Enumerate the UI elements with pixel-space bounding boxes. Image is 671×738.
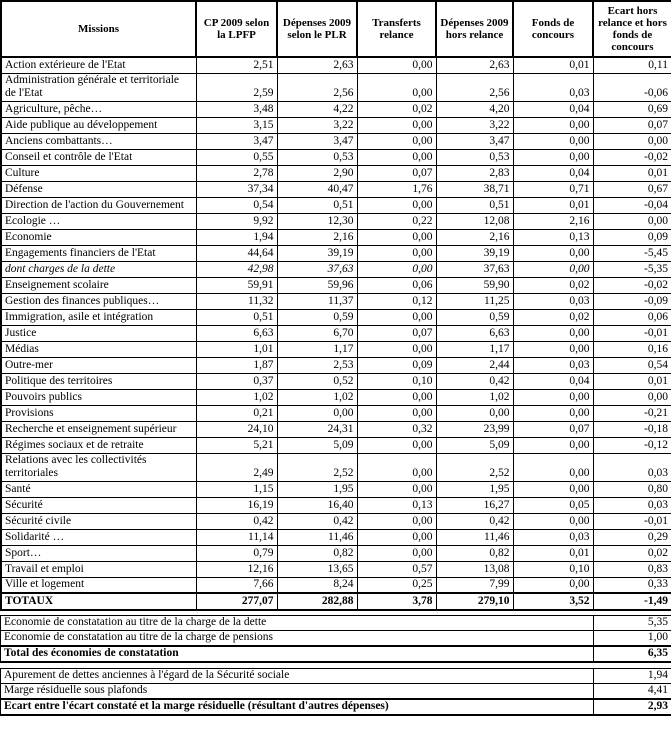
value-cell: 3,47 xyxy=(436,133,513,149)
value-cell: 11,14 xyxy=(196,529,277,545)
mission-cell: Défense xyxy=(1,181,196,197)
summary-table-final xyxy=(0,668,671,716)
value-cell: 0,00 xyxy=(357,389,436,405)
value-cell: 0,07 xyxy=(513,421,593,437)
summary-total-row xyxy=(1,646,671,662)
table-row xyxy=(1,405,671,421)
mission-cell: Action extérieure de l'Etat xyxy=(1,57,196,73)
summary-value: 2,93 xyxy=(594,699,671,715)
value-cell: 7,99 xyxy=(436,577,513,593)
value-cell: 0,00 xyxy=(357,73,436,101)
value-cell: 1,17 xyxy=(436,341,513,357)
value-cell: 59,90 xyxy=(436,277,513,293)
value-cell: 8,24 xyxy=(277,577,357,593)
value-cell: 0,00 xyxy=(357,545,436,561)
value-cell: 7,66 xyxy=(196,577,277,593)
mission-cell: Outre-mer xyxy=(1,357,196,373)
value-cell: 0,29 xyxy=(593,529,671,545)
value-cell: 11,32 xyxy=(196,293,277,309)
column-header-transferts-relance: Transferts relance xyxy=(357,1,436,57)
value-cell: 13,65 xyxy=(277,561,357,577)
value-cell: 2,83 xyxy=(436,165,513,181)
value-cell: -0,12 xyxy=(593,437,671,453)
value-cell: 0,10 xyxy=(513,561,593,577)
value-cell: 5,21 xyxy=(196,437,277,453)
mission-cell: Relations avec les collectivités territoriales xyxy=(1,453,196,481)
mission-cell: dont charges de la dette xyxy=(1,261,196,277)
value-cell: 0,01 xyxy=(513,197,593,213)
mission-cell: Médias xyxy=(1,341,196,357)
mission-cell: Recherche et enseignement supérieur xyxy=(1,421,196,437)
value-cell: 0,00 xyxy=(357,309,436,325)
mission-cell: Direction de l'action du Gouvernement xyxy=(1,197,196,213)
value-cell: 11,46 xyxy=(277,529,357,545)
value-cell: 2,49 xyxy=(196,453,277,481)
table-row xyxy=(1,229,671,245)
mission-cell: Culture xyxy=(1,165,196,181)
value-cell: 0,02 xyxy=(513,277,593,293)
value-cell: -0,04 xyxy=(593,197,671,213)
summary-row xyxy=(1,684,671,700)
table-row xyxy=(1,293,671,309)
value-cell: 0,51 xyxy=(277,197,357,213)
value-cell: 0,00 xyxy=(513,133,593,149)
summary-row xyxy=(1,631,671,647)
mission-cell: Travail et emploi xyxy=(1,561,196,577)
summary-row xyxy=(1,616,671,631)
value-cell: 0,10 xyxy=(357,373,436,389)
value-cell: 1,87 xyxy=(196,357,277,373)
value-cell: 0,79 xyxy=(196,545,277,561)
value-cell: 0,13 xyxy=(357,497,436,513)
value-cell: 0,00 xyxy=(513,513,593,529)
value-cell: 37,63 xyxy=(277,261,357,277)
mission-cell: Engagements financiers de l'Etat xyxy=(1,245,196,261)
value-cell: 0,52 xyxy=(277,373,357,389)
value-cell: 6,70 xyxy=(277,325,357,341)
mission-cell: Solidarité … xyxy=(1,529,196,545)
mission-cell: Aide publique au développement xyxy=(1,117,196,133)
value-cell: 24,10 xyxy=(196,421,277,437)
table-row xyxy=(1,149,671,165)
mission-cell: Sécurité civile xyxy=(1,513,196,529)
value-cell: 0,00 xyxy=(357,261,436,277)
summary-label: Economie de constatation au titre de la charge de pensions xyxy=(1,631,594,647)
value-cell: 0,00 xyxy=(357,437,436,453)
value-cell: 1,76 xyxy=(357,181,436,197)
value-cell: 0,00 xyxy=(357,245,436,261)
value-cell: 39,19 xyxy=(277,245,357,261)
table-row xyxy=(1,261,671,277)
value-cell: 0,02 xyxy=(513,309,593,325)
table-row xyxy=(1,133,671,149)
value-cell: 42,98 xyxy=(196,261,277,277)
value-cell: 0,00 xyxy=(357,529,436,545)
summary-value: 5,35 xyxy=(594,616,671,631)
value-cell: -0,02 xyxy=(593,149,671,165)
value-cell: 0,00 xyxy=(357,117,436,133)
value-cell: 0,42 xyxy=(436,373,513,389)
value-cell: 3,22 xyxy=(277,117,357,133)
value-cell: 1,02 xyxy=(196,389,277,405)
table-row xyxy=(1,277,671,293)
mission-cell: Sport… xyxy=(1,545,196,561)
value-cell: -5,35 xyxy=(593,261,671,277)
value-cell: 0,00 xyxy=(357,341,436,357)
value-cell: 0,00 xyxy=(513,149,593,165)
value-cell: 2,52 xyxy=(436,453,513,481)
table-row xyxy=(1,197,671,213)
value-cell: 0,12 xyxy=(357,293,436,309)
value-cell: -1,49 xyxy=(593,593,671,610)
value-cell: 0,42 xyxy=(196,513,277,529)
value-cell: 0,00 xyxy=(513,325,593,341)
value-cell: 2,56 xyxy=(436,73,513,101)
summary-table-economies xyxy=(0,615,671,663)
value-cell: 23,99 xyxy=(436,421,513,437)
value-cell: -0,09 xyxy=(593,293,671,309)
value-cell: 2,56 xyxy=(277,73,357,101)
value-cell: -0,01 xyxy=(593,325,671,341)
value-cell: 0,55 xyxy=(196,149,277,165)
value-cell: 0,03 xyxy=(513,293,593,309)
value-cell: 11,46 xyxy=(436,529,513,545)
value-cell: 0,11 xyxy=(593,57,671,73)
value-cell: 0,21 xyxy=(196,405,277,421)
value-cell: -0,01 xyxy=(593,513,671,529)
table-row xyxy=(1,497,671,513)
value-cell: 0,59 xyxy=(436,309,513,325)
value-cell: 0,00 xyxy=(593,133,671,149)
value-cell: 0,37 xyxy=(196,373,277,389)
table-row xyxy=(1,593,671,610)
value-cell: 0,07 xyxy=(357,325,436,341)
table-row xyxy=(1,513,671,529)
table-row xyxy=(1,57,671,73)
table-row xyxy=(1,325,671,341)
value-cell: 0,67 xyxy=(593,181,671,197)
value-cell: 1,02 xyxy=(436,389,513,405)
table-row xyxy=(1,73,671,101)
value-cell: 0,04 xyxy=(513,373,593,389)
value-cell: 1,02 xyxy=(277,389,357,405)
value-cell: 24,31 xyxy=(277,421,357,437)
value-cell: 0,59 xyxy=(277,309,357,325)
summary-label: Ecart entre l'écart constaté et la marge résiduelle (résultant d'autres dépenses) xyxy=(1,699,594,715)
value-cell: 1,17 xyxy=(277,341,357,357)
value-cell: 11,25 xyxy=(436,293,513,309)
value-cell: 2,90 xyxy=(277,165,357,181)
summary-value: 1,94 xyxy=(594,669,671,684)
mission-cell: Administration générale et territoriale de l'Etat xyxy=(1,73,196,101)
value-cell: 0,06 xyxy=(593,309,671,325)
value-cell: 0,02 xyxy=(357,101,436,117)
mission-cell: Politique des territoires xyxy=(1,373,196,389)
value-cell: 0,82 xyxy=(436,545,513,561)
value-cell: 37,63 xyxy=(436,261,513,277)
value-cell: 0,00 xyxy=(357,133,436,149)
value-cell: 0,13 xyxy=(513,229,593,245)
value-cell: 40,47 xyxy=(277,181,357,197)
value-cell: 3,15 xyxy=(196,117,277,133)
value-cell: 0,04 xyxy=(513,101,593,117)
mission-cell: Ville et logement xyxy=(1,577,196,593)
value-cell: 0,00 xyxy=(357,513,436,529)
value-cell: 12,16 xyxy=(196,561,277,577)
value-cell: 0,16 xyxy=(593,341,671,357)
value-cell: -0,18 xyxy=(593,421,671,437)
value-cell: 0,00 xyxy=(513,577,593,593)
value-cell: -0,06 xyxy=(593,73,671,101)
table-row xyxy=(1,561,671,577)
value-cell: 2,63 xyxy=(436,57,513,73)
value-cell: 2,16 xyxy=(513,213,593,229)
value-cell: 3,48 xyxy=(196,101,277,117)
value-cell: 0,83 xyxy=(593,561,671,577)
table-row xyxy=(1,529,671,545)
value-cell: 0,00 xyxy=(513,341,593,357)
value-cell: 0,01 xyxy=(593,373,671,389)
value-cell: 3,78 xyxy=(357,593,436,610)
value-cell: 0,07 xyxy=(357,165,436,181)
summary-row xyxy=(1,669,671,684)
value-cell: 2,44 xyxy=(436,357,513,373)
value-cell: 0,00 xyxy=(277,405,357,421)
table-row xyxy=(1,545,671,561)
mission-cell: Sécurité xyxy=(1,497,196,513)
value-cell: 0,00 xyxy=(513,117,593,133)
value-cell: 0,53 xyxy=(436,149,513,165)
value-cell: 0,53 xyxy=(277,149,357,165)
value-cell: 0,00 xyxy=(357,481,436,497)
value-cell: 0,05 xyxy=(513,497,593,513)
value-cell: 277,07 xyxy=(196,593,277,610)
value-cell: 2,16 xyxy=(277,229,357,245)
column-header-fonds-de-concours: Fonds de concours xyxy=(513,1,593,57)
value-cell: 0,00 xyxy=(593,213,671,229)
value-cell: 1,95 xyxy=(277,481,357,497)
value-cell: 0,22 xyxy=(357,213,436,229)
value-cell: 0,00 xyxy=(593,389,671,405)
table-row xyxy=(1,437,671,453)
value-cell: 0,03 xyxy=(513,357,593,373)
value-cell: 2,52 xyxy=(277,453,357,481)
mission-cell: Ecologie … xyxy=(1,213,196,229)
value-cell: 0,51 xyxy=(436,197,513,213)
value-cell: 0,42 xyxy=(436,513,513,529)
value-cell: 2,51 xyxy=(196,57,277,73)
value-cell: 0,00 xyxy=(357,149,436,165)
value-cell: 16,40 xyxy=(277,497,357,513)
mission-cell: Anciens combattants… xyxy=(1,133,196,149)
value-cell: 0,32 xyxy=(357,421,436,437)
value-cell: 2,63 xyxy=(277,57,357,73)
mission-cell: Régimes sociaux et de retraite xyxy=(1,437,196,453)
value-cell: 0,00 xyxy=(513,389,593,405)
value-cell: 0,03 xyxy=(593,497,671,513)
value-cell: 0,00 xyxy=(357,229,436,245)
mission-cell: Provisions xyxy=(1,405,196,421)
table-row xyxy=(1,453,671,481)
summary-value: 4,41 xyxy=(594,684,671,700)
value-cell: 0,01 xyxy=(513,57,593,73)
column-header-depenses-2009-hors-relance: Dépenses 2009 hors relance xyxy=(436,1,513,57)
value-cell: 0,01 xyxy=(593,165,671,181)
table-row xyxy=(1,373,671,389)
value-cell: 0,09 xyxy=(593,229,671,245)
column-header-ecart: Ecart hors relance et hors fonds de concours xyxy=(593,1,671,57)
value-cell: 0,07 xyxy=(593,117,671,133)
table-row xyxy=(1,481,671,497)
column-header-missions: Missions xyxy=(1,1,196,57)
value-cell: 6,63 xyxy=(196,325,277,341)
value-cell: 0,04 xyxy=(513,165,593,181)
value-cell: 5,09 xyxy=(436,437,513,453)
summary-value: 6,35 xyxy=(594,646,671,662)
mission-cell: Agriculture, pêche… xyxy=(1,101,196,117)
value-cell: 44,64 xyxy=(196,245,277,261)
value-cell: 0,54 xyxy=(593,357,671,373)
value-cell: 2,78 xyxy=(196,165,277,181)
value-cell: 0,82 xyxy=(277,545,357,561)
summary-label: Total des économies de constatation xyxy=(1,646,594,662)
table-row xyxy=(1,389,671,405)
value-cell: 0,00 xyxy=(357,197,436,213)
value-cell: 3,47 xyxy=(277,133,357,149)
value-cell: 13,08 xyxy=(436,561,513,577)
value-cell: 0,00 xyxy=(357,405,436,421)
value-cell: 37,34 xyxy=(196,181,277,197)
table-row xyxy=(1,309,671,325)
value-cell: 0,69 xyxy=(593,101,671,117)
value-cell: 0,00 xyxy=(513,261,593,277)
value-cell: 0,01 xyxy=(513,545,593,561)
value-cell: 0,33 xyxy=(593,577,671,593)
value-cell: 0,00 xyxy=(436,405,513,421)
value-cell: 0,00 xyxy=(357,453,436,481)
mission-cell: Santé xyxy=(1,481,196,497)
value-cell: 279,10 xyxy=(436,593,513,610)
column-header-cp-2009-lpfp: CP 2009 selon la LPFP xyxy=(196,1,277,57)
table-row xyxy=(1,117,671,133)
value-cell: 0,09 xyxy=(357,357,436,373)
mission-cell: Conseil et contrôle de l'Etat xyxy=(1,149,196,165)
value-cell: 2,53 xyxy=(277,357,357,373)
value-cell: 0,03 xyxy=(513,529,593,545)
mission-cell: Economie xyxy=(1,229,196,245)
value-cell: 0,06 xyxy=(357,277,436,293)
value-cell: 5,09 xyxy=(277,437,357,453)
value-cell: 0,00 xyxy=(513,437,593,453)
value-cell: 16,27 xyxy=(436,497,513,513)
value-cell: 2,59 xyxy=(196,73,277,101)
table-row xyxy=(1,577,671,593)
value-cell: 6,63 xyxy=(436,325,513,341)
mission-cell: Pouvoirs publics xyxy=(1,389,196,405)
value-cell: 0,03 xyxy=(513,73,593,101)
table-row xyxy=(1,421,671,437)
value-cell: 59,91 xyxy=(196,277,277,293)
value-cell: 0,57 xyxy=(357,561,436,577)
value-cell: 0,00 xyxy=(357,57,436,73)
value-cell: 0,00 xyxy=(513,245,593,261)
value-cell: 0,71 xyxy=(513,181,593,197)
value-cell: 0,00 xyxy=(513,481,593,497)
value-cell: 4,20 xyxy=(436,101,513,117)
value-cell: 3,52 xyxy=(513,593,593,610)
value-cell: 3,47 xyxy=(196,133,277,149)
table-row xyxy=(1,181,671,197)
value-cell: 0,51 xyxy=(196,309,277,325)
summary-total-row xyxy=(1,699,671,715)
value-cell: 1,15 xyxy=(196,481,277,497)
value-cell: 282,88 xyxy=(277,593,357,610)
value-cell: 0,00 xyxy=(513,405,593,421)
value-cell: 0,03 xyxy=(593,453,671,481)
value-cell: 0,02 xyxy=(593,545,671,561)
value-cell: 39,19 xyxy=(436,245,513,261)
value-cell: 1,94 xyxy=(196,229,277,245)
table-row xyxy=(1,101,671,117)
mission-cell: Gestion des finances publiques… xyxy=(1,293,196,309)
table-row xyxy=(1,165,671,181)
table-row xyxy=(1,357,671,373)
value-cell: 12,30 xyxy=(277,213,357,229)
value-cell: 0,42 xyxy=(277,513,357,529)
mission-cell: Immigration, asile et intégration xyxy=(1,309,196,325)
value-cell: 0,00 xyxy=(513,453,593,481)
mission-cell: Justice xyxy=(1,325,196,341)
value-cell: 2,16 xyxy=(436,229,513,245)
summary-label: Apurement de dettes anciennes à l'égard de la Sécurité sociale xyxy=(1,669,594,684)
value-cell: 9,92 xyxy=(196,213,277,229)
value-cell: 0,54 xyxy=(196,197,277,213)
value-cell: 1,95 xyxy=(436,481,513,497)
value-cell: 0,25 xyxy=(357,577,436,593)
column-header-depenses-2009-plr: Dépenses 2009 selon le PLR xyxy=(277,1,357,57)
mission-cell: Enseignement scolaire xyxy=(1,277,196,293)
table-row xyxy=(1,341,671,357)
value-cell: 11,37 xyxy=(277,293,357,309)
value-cell: -0,02 xyxy=(593,277,671,293)
value-cell: 4,22 xyxy=(277,101,357,117)
value-cell: -0,21 xyxy=(593,405,671,421)
header-row xyxy=(1,1,671,57)
summary-value: 1,00 xyxy=(594,631,671,647)
value-cell: 1,01 xyxy=(196,341,277,357)
value-cell: 3,22 xyxy=(436,117,513,133)
value-cell: 0,80 xyxy=(593,481,671,497)
value-cell: 59,96 xyxy=(277,277,357,293)
summary-label: Marge résiduelle sous plafonds xyxy=(1,684,594,700)
table-row xyxy=(1,245,671,261)
value-cell: -5,45 xyxy=(593,245,671,261)
value-cell: 12,08 xyxy=(436,213,513,229)
mission-cell: TOTAUX xyxy=(1,593,196,610)
value-cell: 16,19 xyxy=(196,497,277,513)
value-cell: 38,71 xyxy=(436,181,513,197)
table-row xyxy=(1,213,671,229)
summary-label: Economie de constatation au titre de la charge de la dette xyxy=(1,616,594,631)
